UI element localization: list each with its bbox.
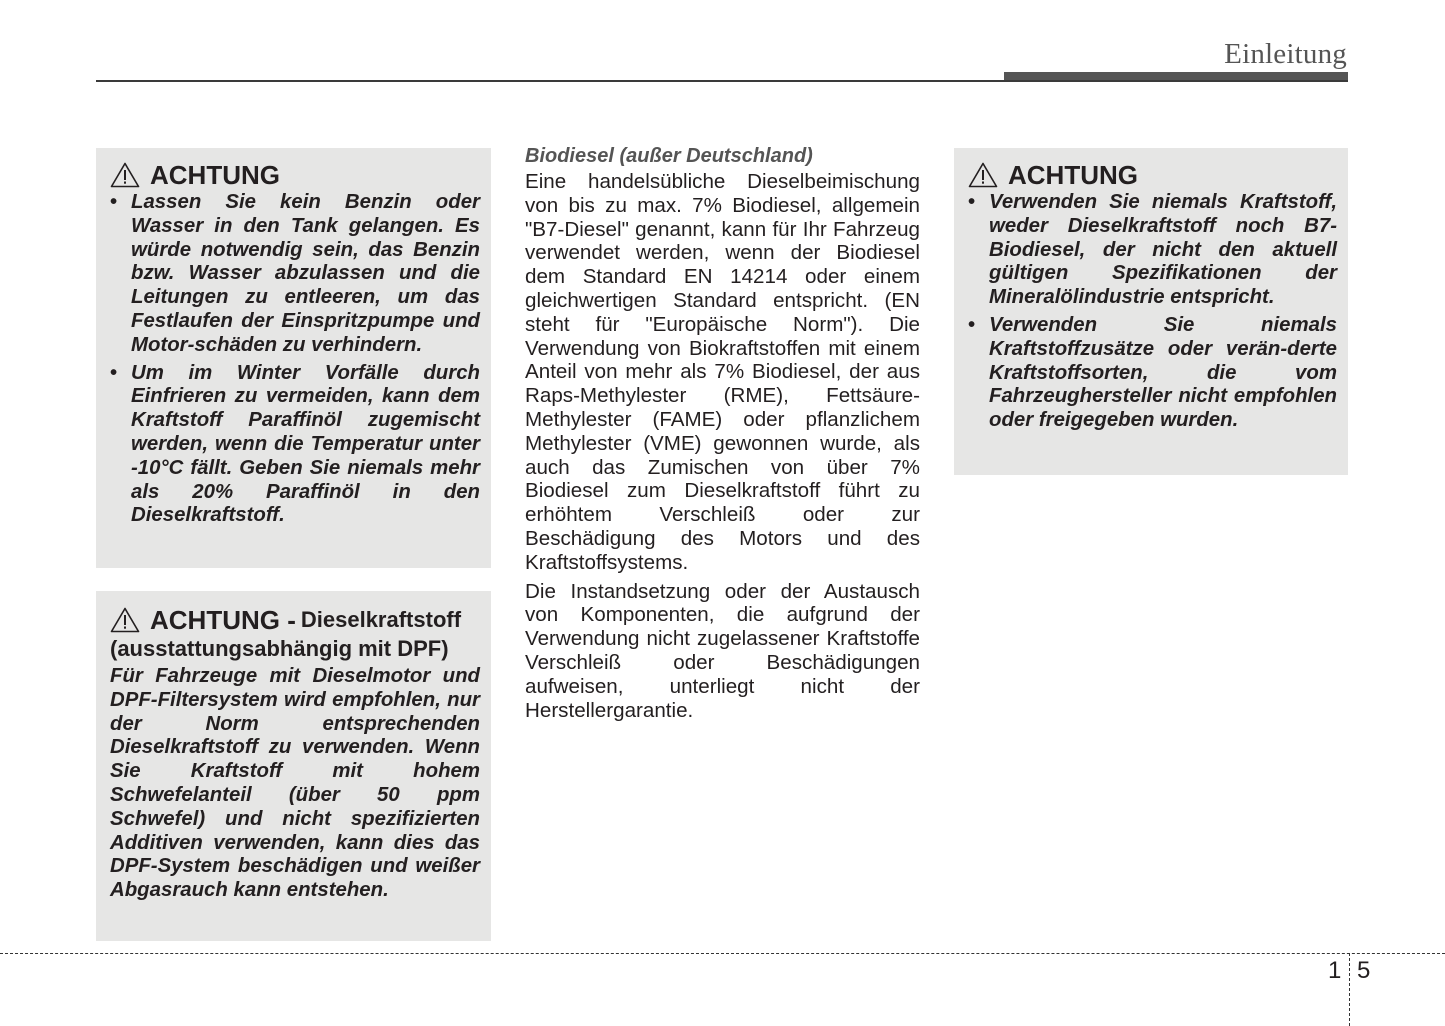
- biodiesel-section: [525, 143, 920, 727]
- footer-dashed-rule: [0, 953, 1445, 954]
- warning-bullet-list: [968, 191, 1337, 433]
- warning-heading: [968, 160, 1337, 190]
- warning-box-diesel-dpf: [96, 591, 491, 941]
- warning-box-fuel-contamination: [96, 148, 491, 568]
- warning-triangle-icon: [110, 607, 140, 633]
- warning-heading: [110, 160, 480, 190]
- warning-subtitle: (ausstattungsabhängig mit DPF): [110, 636, 449, 661]
- warning-heading: [110, 605, 480, 635]
- warning-triangle-icon: [110, 162, 140, 188]
- body-paragraph: Eine handelsübliche Dieselbeimischung von bis zu max. 7% Biodiesel, allgemein "B7-Diesel" genannt, kann für Ihr Fahrzeug verwendet werden, wenn der Biodiesel dem Standard EN 14214 oder einem gleichwertigen Standard entspricht. (EN steht für "Europäische Norm"). Die Verwendung von Biokraftstoffen mit einem Anteil von mehr als 7% Biodiesel, der aus Raps-Methylester (RME), Fettsäure-Methylester (FAME) oder pflanzlichem Methylester (VME) gewonnen wurde, als auch das Zumischen von über 7% Biodiesel zum Dieselkraftstoff führt zu erhöhtem Verschleiß oder zur Beschädigung des Motors und des Kraftstoffsystems.: [525, 170, 920, 574]
- warning-bullet: • Verwenden Sie niemals Kraftstoff, weder Dieselkraftstoff noch B7-Biodiesel, der nicht den aktuell gültigen Spezifikationen der Mineralölindustrie entspricht.: [968, 191, 1337, 310]
- footer-page-divider: [1349, 953, 1350, 1026]
- warning-title: ACHTUNG: [150, 160, 280, 190]
- warning-bullet-list: [110, 191, 480, 528]
- warning-title: ACHTUNG -: [150, 605, 296, 635]
- chapter-number: 1: [1328, 957, 1342, 984]
- warning-bullet: • Um im Winter Vorfälle durch Einfrieren zu vermeiden, kann dem Kraftstoff Paraffinöl zugemischt werden, wenn die Temperatur unter -10°C fällt. Geben Sie niemals mehr als 20% Paraffinöl in den Dieselkraftstoff.: [110, 362, 480, 529]
- warning-title: ACHTUNG: [1008, 160, 1138, 190]
- warning-box-biodiesel-spec: [954, 148, 1348, 475]
- warning-text: Für Fahrzeuge mit Dieselmotor und DPF-Filtersystem wird empfohlen, nur der Norm entsprechenden Dieselkraftstoff zu verwenden. Wenn Sie Kraftstoff mit hohem Schwefelanteil (über 50 ppm Schwefel) und nicht spezifizierten Additiven verwenden, kann dies das DPF-System beschädigen und weißer Abgasrauch kann entstehen.: [110, 665, 480, 902]
- body-paragraph: Die Instandsetzung oder der Austausch von Komponenten, die aufgrund der Verwendung nicht zugelassener Kraftstoffe Verschleiß oder Beschädigungen aufweisen, unterliegt nicht der Herstellergarantie.: [525, 579, 920, 722]
- header-rule: [96, 80, 1348, 82]
- warning-bullet: • Lassen Sie kein Benzin oder Wasser in den Tank gelangen. Es würde notwendig sein, das Benzin bzw. Wasser abzulassen und die Leitungen zu entleeren, um das Festlaufen der Einspritzpumpe und Motor-schäden zu verhindern.: [110, 191, 480, 358]
- warning-bullet: • Verwenden Sie niemals Kraftstoffzusätze oder verän-derte Kraftstoffsorten, die vom Fahrzeughersteller nicht empfohlen oder freigegeben wurden.: [968, 314, 1337, 433]
- section-heading: Biodiesel (außer Deutschland): [525, 145, 813, 167]
- page-header-title: Einleitung: [1224, 38, 1347, 70]
- warning-triangle-icon: [968, 162, 998, 188]
- page-number: 5: [1357, 957, 1371, 984]
- warning-title-suffix: Dieselkraftstoff: [300, 607, 462, 632]
